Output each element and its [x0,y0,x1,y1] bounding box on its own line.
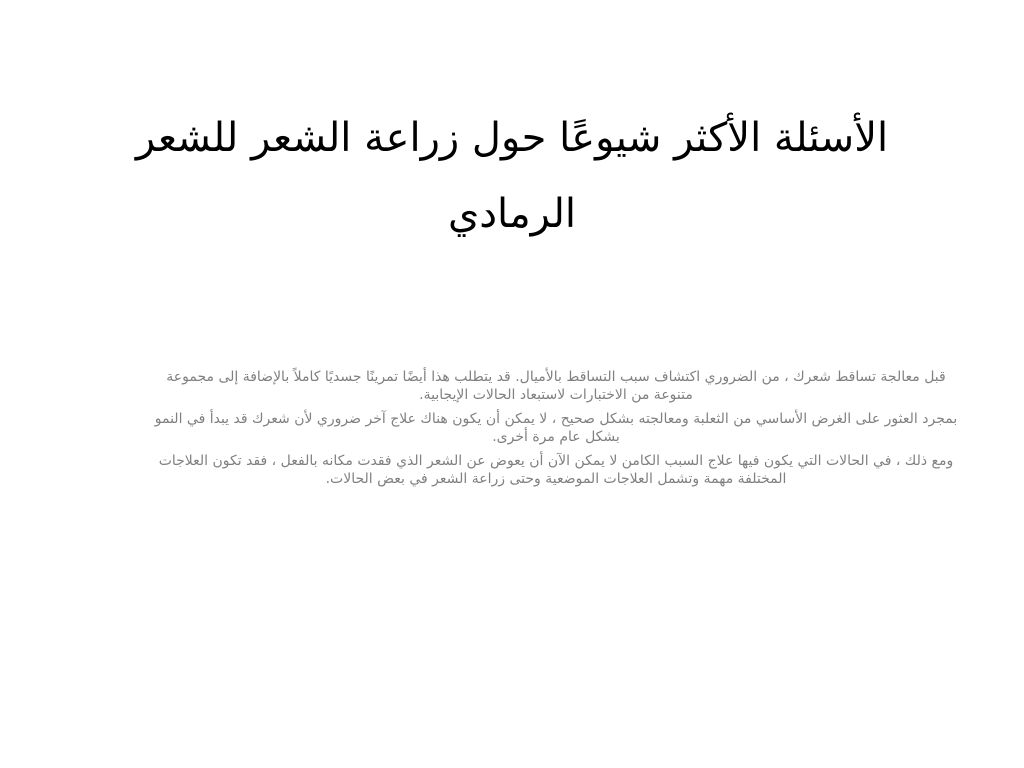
body-paragraph-2: بمجرد العثور على الغرض الأساسي من الثعلبة ومعالجته بشكل صحيح ، لا يمكن أن يكون هناك علاج آخر ضروري لأن شعرك قد يبدأ في النمو بشكل عام مرة أخرى. [154,411,958,445]
slide-title: الأسئلة الأكثر شيوعًا حول زراعة الشعر للشعر الرمادي [135,115,889,237]
body-paragraph-3: ومع ذلك ، في الحالات التي يكون فيها علاج السبب الكامن لا يمكن الآن أن يعوض عن الشعر الذي فقدت مكانه بالفعل ، فقد تكون العلاجات المختلفة مهمة وتشمل العلاجات الموضعية وحتى زراعة الشعر في بعض الحالات. [158,453,954,487]
body-paragraph-1: قبل معالجة تساقط شعرك ، من الضروري اكتشاف سبب التساقط بالأميال. قد يتطلب هذا أيضًا تمرينًا جسديًا كاملاً بالإضافة إلى مجموعة متنوعة من الاختبارات لاستبعاد الحالات الإيجابية. [166,369,946,403]
slide-body [150,368,962,494]
